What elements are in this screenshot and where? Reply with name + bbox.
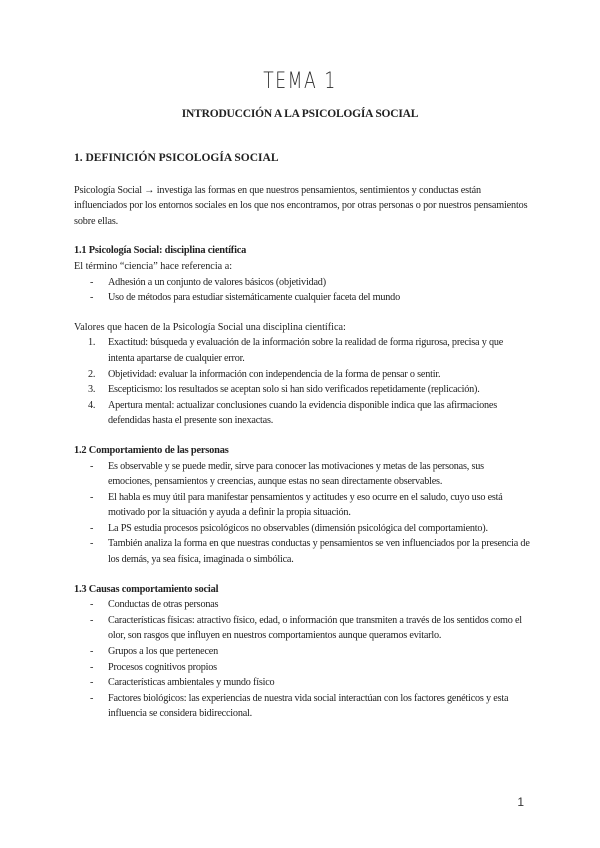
list-item: - También analiza la forma en que nuestras conductas y pensamientos se ven influenciados por la presencia de los demás, ya sea física, imaginada o simbólica. (90, 538, 530, 566)
section-1-title: 1. DEFINICIÓN PSICOLOGÍA SOCIAL (74, 152, 279, 164)
dash-marker: - (90, 276, 94, 288)
dash-marker: - (90, 599, 94, 611)
dash-marker: - (90, 677, 94, 689)
dash-marker: - (90, 646, 94, 658)
list-item: 3. Escepticismo: los resultados se aceptan solo si han sido verificados repetidamente (replicación). (74, 382, 530, 398)
list-item: - Características ambientales y mundo físico (74, 675, 530, 691)
dash-marker: - (90, 538, 94, 550)
list-item: - Conductas de otras personas (74, 597, 530, 613)
list-item: - Uso de métodos para estudiar sistemáticamente cualquier faceta del mundo (74, 290, 530, 306)
section-1-2-title: 1.2 Comportamiento de las personas (74, 444, 229, 456)
dash-marker: - (90, 692, 94, 704)
list-item: 4. Apertura mental: actualizar conclusiones cuando la evidencia disponible indica que las afirmaciones defendidas hasta el presente son inexactas. (88, 399, 497, 427)
section-1-1-lead: El término “ciencia” hace referencia a: (74, 260, 233, 272)
dash-marker: - (90, 491, 94, 503)
document-subtitle: INTRODUCCIÓN A LA PSICOLOGÍA SOCIAL (181, 108, 419, 120)
tema-heading: TEMA 1 (263, 69, 337, 94)
item-number: 4. (88, 399, 96, 411)
list-item: - Procesos cognitivos propios (74, 660, 530, 676)
list-item: - Grupos a los que pertenecen (74, 644, 530, 660)
list-item: - Factores biológicos: las experiencias de nuestra vida social interactúan con los factores genéticos y esta influencia se considera bidireccional. (90, 692, 509, 720)
list-item: - Adhesión a un conjunto de valores básicos (objetividad) (74, 275, 530, 291)
list-item: - Es observable y se puede medir, sirve para conocer las motivaciones y metas de las personas, sus emociones, pensamientos y creencias, aunque estas no sean directamente observables. (90, 460, 484, 488)
document-body (74, 151, 530, 722)
behaviour-list (74, 459, 530, 568)
list-item: 1. Exactitud: búsqueda y evaluación de la información sobre la realidad de forma rigurosa, precisa y que intenta apartarse de cualquier error. (88, 337, 504, 364)
dash-marker: - (90, 661, 94, 673)
page-number: 1 (517, 795, 524, 809)
list-item: - El habla es muy útil para manifestar pensamientos y actitudes y eso ocurre en el saludo, cuyo uso está motivado por la situación y ayuda a definir la propia situación. (90, 491, 503, 519)
science-list (74, 275, 530, 306)
item-number: 3. (88, 384, 96, 396)
section-1-intro: Psicología Social → investiga las formas en que nuestros pensamientos, sentimientos y conductas están influenciados por los entornos sociales en los que nos encontramos, por otras personas o por nuestros pensamientos sobre ellas. (74, 184, 528, 227)
list-item: - Características físicas: atractivo físico, edad, o información que transmiten a través de los sentidos como el olor, son rasgos que influyen en nuestros comportamientos aunque queramos evitarlo. (90, 614, 522, 642)
dash-marker: - (90, 292, 94, 304)
list-item: 2. Objetividad: evaluar la información con independencia de la forma de pensar o sentir. (74, 367, 530, 383)
values-list (74, 335, 530, 429)
item-number: 1. (88, 337, 96, 349)
section-1-1-title: 1.1 Psicología Social: disciplina científica (74, 245, 247, 257)
dash-marker: - (90, 522, 94, 534)
list-item: - La PS estudia procesos psicológicos no observables (dimensión psicológica del comportamiento). (74, 521, 530, 537)
values-lead: Valores que hacen de la Psicología Social una disciplina científica: (74, 321, 346, 333)
section-1-3-title: 1.3 Causas comportamiento social (74, 583, 219, 595)
item-number: 2. (88, 368, 96, 380)
causes-list (74, 597, 530, 722)
dash-marker: - (90, 614, 94, 626)
dash-marker: - (90, 460, 94, 472)
